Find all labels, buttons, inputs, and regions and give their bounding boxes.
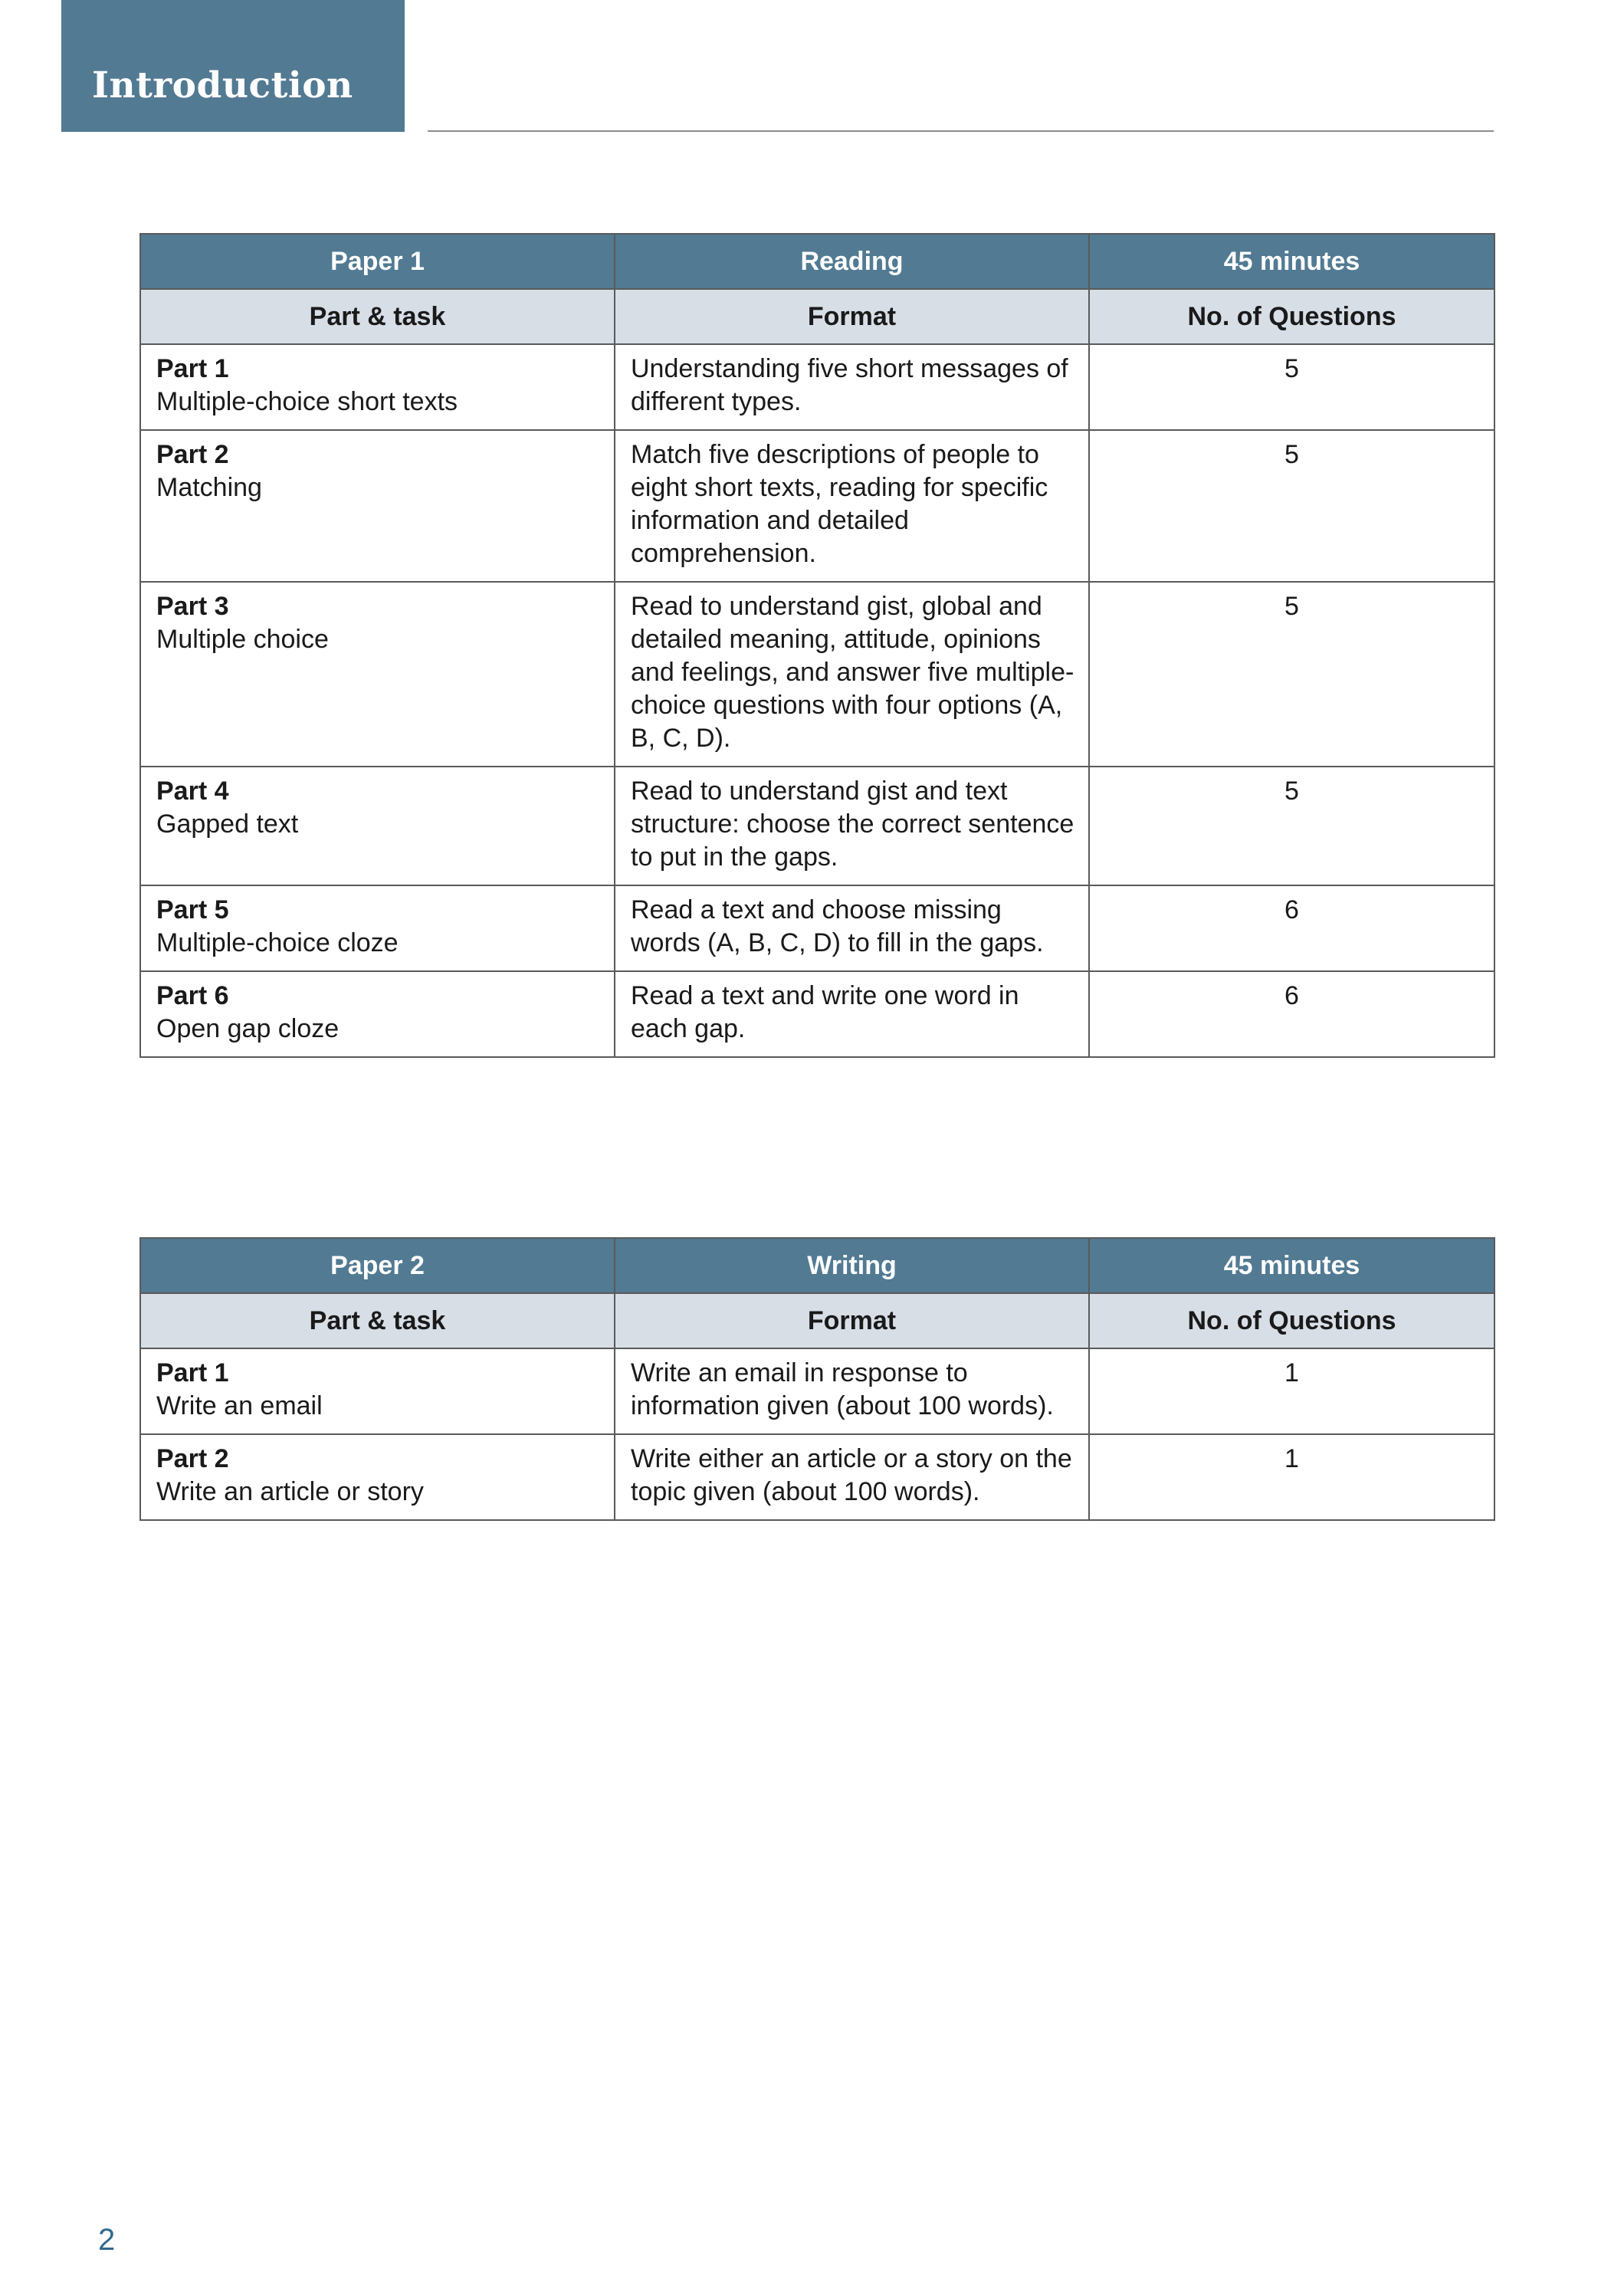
question-count-cell: 6	[1089, 971, 1494, 1057]
question-count-cell: 5	[1089, 344, 1494, 430]
paper-duration: 45 minutes	[1089, 234, 1494, 289]
task-name: Write an email	[156, 1391, 323, 1420]
task-cell	[140, 344, 615, 430]
task-cell	[140, 1434, 615, 1520]
format-cell: Write either an article or a story on the topic given (about 100 words).	[615, 1434, 1089, 1520]
part-label: Part 3	[156, 592, 229, 621]
task-name: Multiple-choice short texts	[156, 387, 458, 416]
part-label: Part 1	[156, 1358, 229, 1387]
table-row	[140, 767, 1494, 885]
question-count-cell: 1	[1089, 1434, 1494, 1520]
paper-header-row	[140, 1238, 1494, 1293]
part-label: Part 5	[156, 895, 229, 924]
question-count-cell: 6	[1089, 885, 1494, 971]
paper-header-row	[140, 234, 1494, 289]
table-row	[140, 344, 1494, 430]
column-header-row	[140, 1293, 1494, 1348]
column-header-format: Format	[615, 289, 1089, 344]
paper-skill: Reading	[615, 234, 1089, 289]
part-label: Part 4	[156, 777, 229, 806]
task-name: Gapped text	[156, 809, 299, 839]
task-name: Matching	[156, 473, 262, 502]
task-cell	[140, 971, 615, 1057]
section-header-tab	[61, 0, 405, 132]
question-count-cell: 1	[1089, 1348, 1494, 1434]
part-label: Part 6	[156, 981, 229, 1010]
task-name: Multiple choice	[156, 625, 329, 654]
table-row	[140, 1348, 1494, 1434]
task-name: Multiple-choice cloze	[156, 928, 399, 957]
page-number: 2	[98, 2223, 116, 2257]
format-cell: Read a text and choose missing words (A, B, C, D) to fill in the gaps.	[615, 885, 1089, 971]
column-header-row	[140, 289, 1494, 344]
format-cell: Write an email in response to information given (about 100 words).	[615, 1348, 1089, 1434]
paper-name: Paper 2	[140, 1238, 615, 1293]
table-row	[140, 430, 1494, 582]
format-cell: Read a text and write one word in each gap.	[615, 971, 1089, 1057]
column-header-count: No. of Questions	[1089, 1293, 1494, 1348]
table-row	[140, 885, 1494, 971]
paper-skill: Writing	[615, 1238, 1089, 1293]
task-cell	[140, 582, 615, 767]
paper-name: Paper 1	[140, 234, 615, 289]
table-row	[140, 971, 1494, 1057]
task-name: Open gap cloze	[156, 1014, 340, 1043]
task-cell	[140, 767, 615, 885]
format-cell: Read to understand gist, global and detailed meaning, attitude, opinions and feelings, and answer five multiple-choice questions with four options (A, B, C, D).	[615, 582, 1089, 767]
format-cell: Match five descriptions of people to eight short texts, reading for specific information and detailed comprehension.	[615, 430, 1089, 582]
column-header-task: Part & task	[140, 289, 615, 344]
column-header-task: Part & task	[140, 1293, 615, 1348]
question-count-cell: 5	[1089, 430, 1494, 582]
column-header-format: Format	[615, 1293, 1089, 1348]
format-cell: Understanding five short messages of different types.	[615, 344, 1089, 430]
part-label: Part 1	[156, 354, 229, 383]
paper-2-table	[139, 1237, 1495, 1521]
part-label: Part 2	[156, 440, 229, 469]
task-cell	[140, 430, 615, 582]
question-count-cell: 5	[1089, 767, 1494, 885]
table-row	[140, 582, 1494, 767]
task-cell	[140, 1348, 615, 1434]
header-divider	[428, 130, 1494, 132]
section-title: Introduction	[92, 64, 353, 107]
question-count-cell: 5	[1089, 582, 1494, 767]
task-cell	[140, 885, 615, 971]
paper-1-table	[139, 233, 1495, 1058]
column-header-count: No. of Questions	[1089, 289, 1494, 344]
table-row	[140, 1434, 1494, 1520]
format-cell: Read to understand gist and text structure: choose the correct sentence to put in the gaps.	[615, 767, 1089, 885]
task-name: Write an article or story	[156, 1477, 424, 1506]
part-label: Part 2	[156, 1444, 229, 1473]
paper-duration: 45 minutes	[1089, 1238, 1494, 1293]
